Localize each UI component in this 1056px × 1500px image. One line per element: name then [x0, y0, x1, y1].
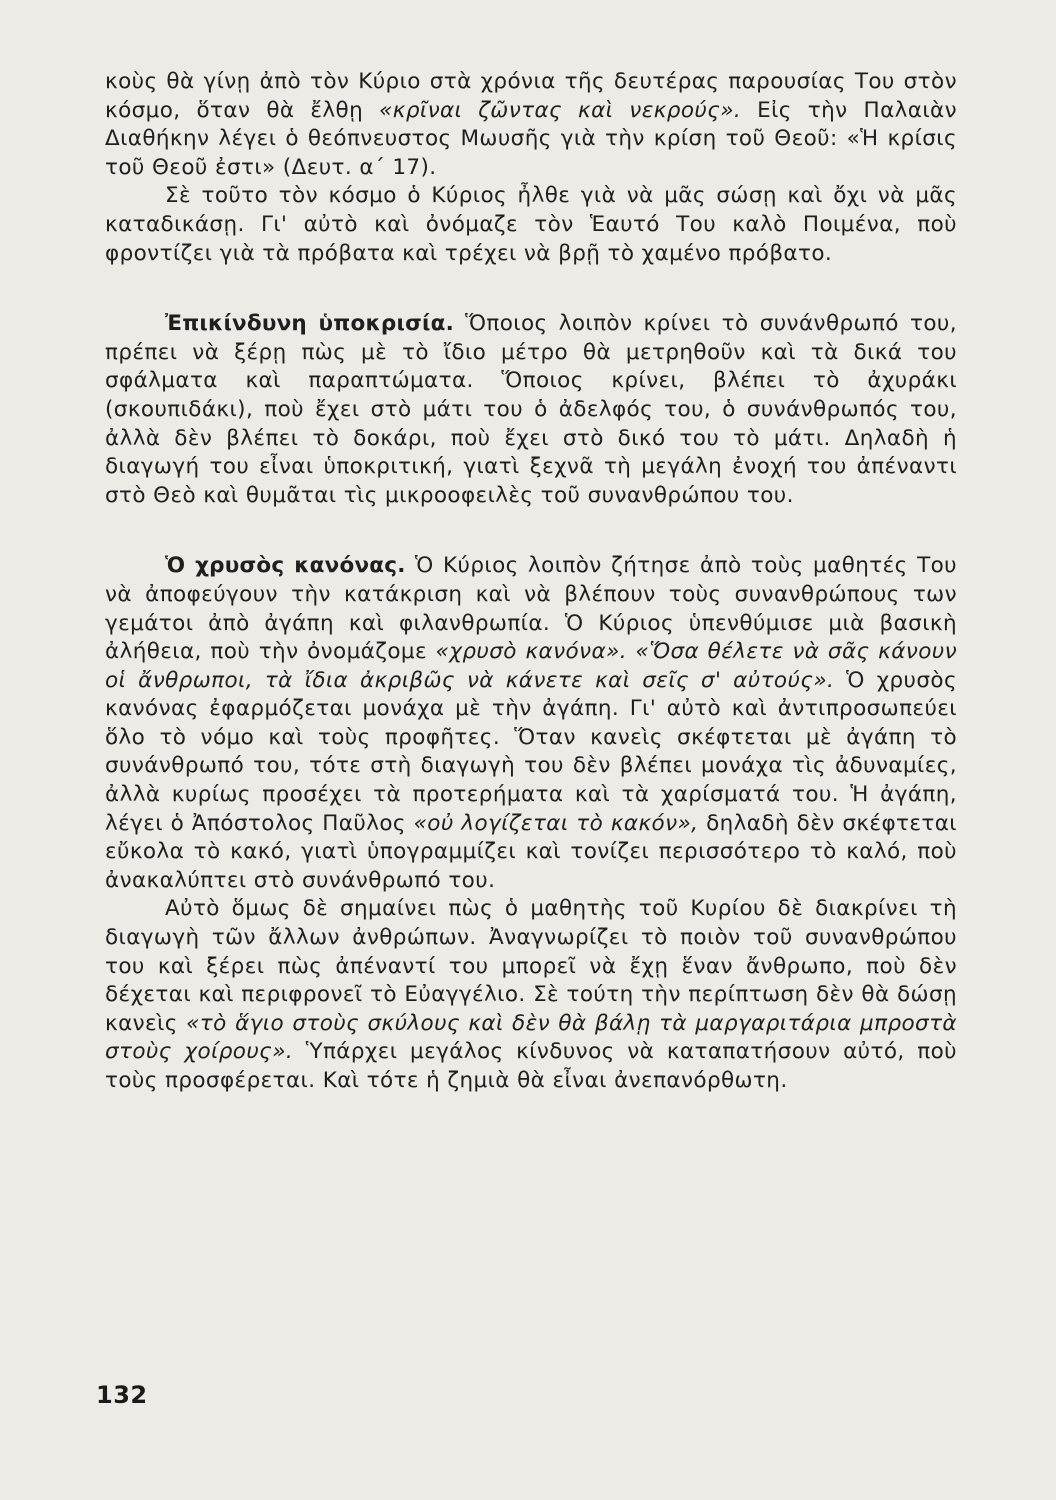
quote-italic: «οὐ λογίζεται τὸ κακόν»,	[413, 810, 699, 836]
text-run: Αὐτὸ ὅμως δὲ σημαίνει πὼς ὁ μαθητὴς τοῦ Κυρίου δὲ διακρίνει τὴ διαγωγὴ τῶν ἄλλων ἀνθρώπων. Ἀναγνωρίζει τὸ ποιὸν τοῦ συνανθρώπου του καὶ ξέρει πὼς ἀπέναντί του μπορεῖ νὰ ἔχῃ ἕναν ἄνθρωπο, ποὺ δὲν δέχεται καὶ περιφρονεῖ τὸ Εὐαγγέλιο. Σὲ τούτη τὴν περίπτωση δὲν θὰ δώσῃ κανεὶς	[105, 896, 957, 1036]
section-golden-rule	[105, 552, 957, 895]
quote-italic: «Ὅσα θέλετε νὰ σᾶς κάνουν οἱ ἄνθρωποι, τὰ ἴδια ἀκριβῶς νὰ κάνετε καὶ σεῖς σ' αὐτούς».	[105, 639, 957, 693]
text-run: δηλαδὴ δὲν σκέφτεται εὔκολα τὸ κακό, γιατὶ ὑπογραμμίζει καὶ τονίζει περισσότερο τὸ καλό, ποὺ ἀνακαλύπτει στὸ συνάνθρωπό του.	[105, 810, 957, 893]
paragraph-discernment	[105, 895, 957, 1095]
text-run: Ὅποιος λοιπὸν κρίνει τὸ συνάνθρωπό του, πρέπει νὰ ξέρῃ πὼς μὲ τὸ ἴδιο μέτρο θὰ μετρηθοῦν καὶ τὰ δικά του σφάλματα καὶ παραπτώματα. Ὅποιος κρίνει, βλέπει τὸ ἀχυράκι (σκουπιδάκι), ποὺ ἔχει στὸ μάτι του ὁ ἀδελφός του, ὁ συνάνθρωπός του, ἀλλὰ δὲν βλέπει τὸ δοκάρι, ποὺ ἔχει στὸ δικό του τὸ μάτι. Δηλαδὴ ἡ διαγωγή του εἶναι ὑποκριτική, γιατὶ ξεχνᾶ τὴ μεγάλη ἐνοχή του ἀπέναντι στὸ Θεὸ καὶ θυμᾶται τὶς μικροοφειλὲς τοῦ συνανθρώπου του.	[105, 311, 957, 508]
page-number: 132	[96, 1381, 148, 1409]
quote-italic: «κρῖναι ζῶντας καὶ νεκρούς».	[379, 97, 742, 123]
text-run: Ὑπάρχει μεγάλος κίνδυνος νὰ καταπατήσουν αὐτό, ποὺ τοὺς προσφέρεται. Καὶ τότε ἡ ζημιὰ θὰ εἶναι ἀνεπανόρθωτη.	[105, 1039, 957, 1093]
text-run: Εἰς τὴν Παλαιὰν Διαθήκην λέγει ὁ θεόπνευστος Μωυσῆς γιὰ τὴν κρίση τοῦ Θεοῦ: «Ἡ κρίσις τοῦ Θεοῦ ἐστι» (Δευτ. α΄ 17).	[105, 97, 957, 180]
text-run: κοὺς θὰ γίνῃ ἀπὸ τὸν Κύριο στὰ χρόνια τῆς δευτέρας παρουσίας Του στὸν κόσμο, ὅταν θὰ ἔλθῃ	[105, 69, 957, 123]
section-hypocrisy	[105, 310, 957, 510]
paragraph-continuation	[105, 68, 957, 182]
quote-italic: «χρυσὸ κανόνα».	[435, 639, 627, 665]
text-run: Ὁ χρυσὸς κανόνας ἐφαρμόζεται μονάχα μὲ τὴν ἀγάπη. Γι' αὐτὸ καὶ ἀντιπροσωπεύει ὅλο τὸ νόμο καὶ τοὺς προφῆτες. Ὅταν κανεὶς σκέφτεται μὲ ἀγάπη τὸ συνάνθρωπό του, τότε στὴ διαγωγὴ του δὲν βλέπει μονάχα τὶς ἀδυναμίες, ἀλλὰ κυρίως προσέχει τὰ προτερήματα καὶ τὰ χαρίσματά του. Ἡ ἀγάπη, λέγει ὁ Ἀπόστολος Παῦλος	[105, 667, 957, 836]
page-body	[105, 68, 957, 1096]
paragraph-good-shepherd: Σὲ τοῦτο τὸν κόσμο ὁ Κύριος ἦλθε γιὰ νὰ μᾶς σώσῃ καὶ ὄχι νὰ μᾶς καταδικάσῃ. Γι' αὐτὸ καὶ ὀνόμαζε τὸν Ἑαυτό Του καλὸ Ποιμένα, ποὺ φροντίζει γιὰ τὰ πρόβατα καὶ τρέχει νὰ βρῇ τὸ χαμένο πρόβατο.	[105, 183, 957, 266]
text-run	[627, 639, 636, 664]
quote-italic: «τὸ ἅγιο στοὺς σκύλους καὶ δὲν θὰ βάλῃ τὰ μαργαριτάρια μπροστὰ στοὺς χοίρους».	[105, 1010, 957, 1065]
section-heading-golden-rule: Ὁ χρυσὸς κανόνας.	[165, 553, 406, 579]
section-heading-hypocrisy: Ἐπικίνδυνη ὑποκρισία.	[165, 311, 454, 337]
text-run: Ὁ Κύριος λοιπὸν ζήτησε ἀπὸ τοὺς μαθητές Του νὰ ἀποφεύγουν τὴν κατάκριση καὶ νὰ βλέπουν τοὺς συνανθρώπους των γεμάτοι ἀπὸ ἀγάπη καὶ φιλανθρωπία. Ὁ Κύριος ὑπενθύμισε μιὰ βασικὴ ἀλήθεια, ποὺ τὴν ὀνομάζομε	[105, 553, 957, 665]
